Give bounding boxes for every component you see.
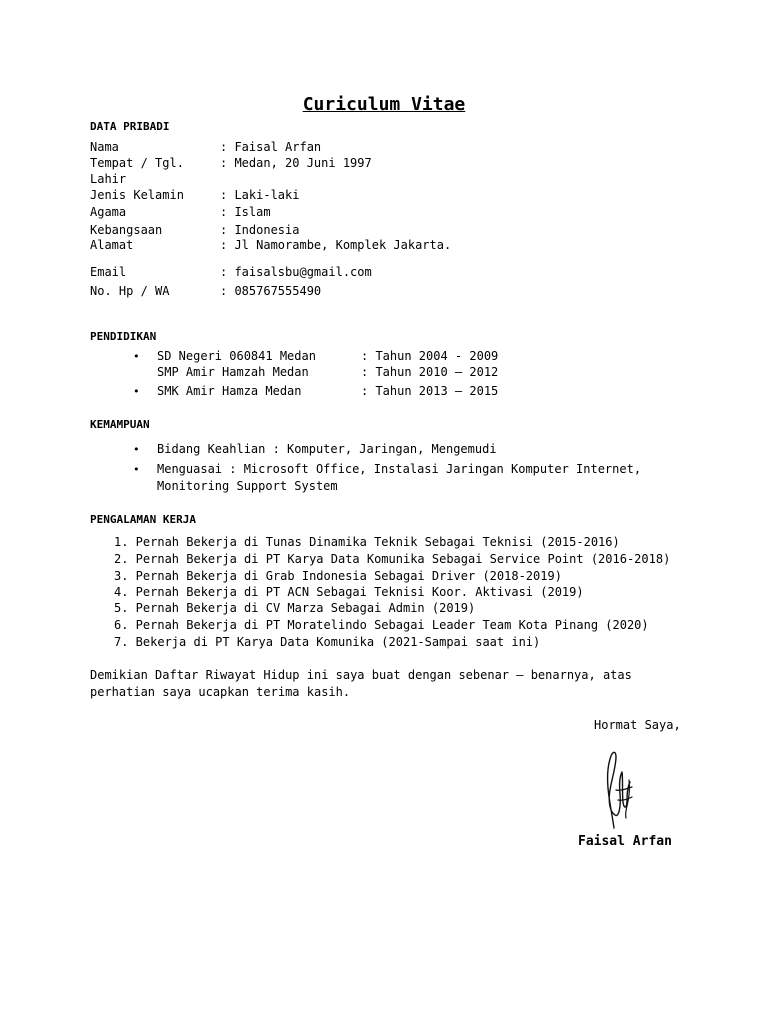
field-value-phone: : 085767555490 bbox=[220, 284, 322, 298]
experience-item: 4. Pernah Bekerja di PT ACN Sebagai Teknisi Koor. Aktivasi (2019) bbox=[114, 585, 584, 599]
section-heading-kemampuan: KEMAMPUAN bbox=[90, 418, 150, 431]
closing-statement-line1: Demikian Daftar Riwayat Hidup ini saya buat dengan sebenar – benarnya, atas bbox=[90, 668, 632, 682]
bullet-icon: • bbox=[133, 350, 140, 363]
page-title: Curiculum Vitae bbox=[302, 94, 466, 115]
closing-statement-line2: perhatian saya ucapkan terima kasih. bbox=[90, 685, 351, 699]
field-label-alamat: Alamat bbox=[90, 238, 134, 252]
education-school: SMP Amir Hamzah Medan bbox=[157, 365, 309, 379]
experience-item: 7. Bekerja di PT Karya Data Komunika (2021-Sampai saat ini) bbox=[114, 635, 541, 649]
experience-item: 2. Pernah Bekerja di PT Karya Data Komunika Sebagai Service Point (2016-2018) bbox=[114, 552, 671, 566]
education-year: : Tahun 2010 – 2012 bbox=[361, 365, 499, 379]
signature-image bbox=[596, 748, 642, 834]
experience-item: 5. Pernah Bekerja di CV Marza Sebagai Admin (2019) bbox=[114, 601, 476, 615]
field-value-nama: : Faisal Arfan bbox=[220, 140, 322, 154]
field-label-email: Email bbox=[90, 265, 127, 279]
signer-name: Faisal Arfan bbox=[578, 834, 672, 849]
education-school: SMK Amir Hamza Medan bbox=[157, 384, 302, 398]
skill-item: Menguasai : Microsoft Office, Instalasi Jaringan Komputer Internet, bbox=[157, 462, 642, 476]
field-value-email: : faisalsbu@gmail.com bbox=[220, 265, 372, 279]
field-label-tempat-tgl: Tempat / Tgl. bbox=[90, 156, 184, 170]
field-value-jenis-kelamin: : Laki-laki bbox=[220, 188, 300, 202]
education-school: SD Negeri 060841 Medan bbox=[157, 349, 316, 363]
field-label-agama: Agama bbox=[90, 205, 127, 219]
bullet-icon: • bbox=[133, 463, 140, 476]
field-value-kebangsaan: : Indonesia bbox=[220, 223, 300, 237]
section-heading-data-pribadi: DATA PRIBADI bbox=[90, 120, 170, 133]
field-label-lahir: Lahir bbox=[90, 172, 127, 186]
section-heading-pendidikan: PENDIDIKAN bbox=[90, 330, 157, 343]
education-year: : Tahun 2013 – 2015 bbox=[361, 384, 499, 398]
skill-item: Bidang Keahlian : Komputer, Jaringan, Mengemudi bbox=[157, 442, 497, 456]
experience-item: 3. Pernah Bekerja di Grab Indonesia Sebagai Driver (2018-2019) bbox=[114, 569, 562, 583]
bullet-icon: • bbox=[133, 385, 140, 398]
skill-item-continuation: Monitoring Support System bbox=[157, 479, 338, 493]
field-label-phone: No. Hp / WA bbox=[90, 284, 170, 298]
field-value-agama: : Islam bbox=[220, 205, 271, 219]
field-label-kebangsaan: Kebangsaan bbox=[90, 223, 163, 237]
field-label-nama: Nama bbox=[90, 140, 119, 154]
bullet-icon: • bbox=[133, 443, 140, 456]
regards-text: Hormat Saya, bbox=[594, 718, 681, 732]
experience-item: 6. Pernah Bekerja di PT Moratelindo Sebagai Leader Team Kota Pinang (2020) bbox=[114, 618, 649, 632]
field-label-jenis-kelamin: Jenis Kelamin bbox=[90, 188, 184, 202]
education-year: : Tahun 2004 - 2009 bbox=[361, 349, 499, 363]
experience-item: 1. Pernah Bekerja di Tunas Dinamika Teknik Sebagai Teknisi (2015-2016) bbox=[114, 535, 620, 549]
section-heading-pengalaman-kerja: PENGALAMAN KERJA bbox=[90, 513, 196, 526]
field-value-alamat: : Jl Namorambe, Komplek Jakarta. bbox=[220, 238, 452, 252]
field-value-tempat-tgl: : Medan, 20 Juni 1997 bbox=[220, 156, 372, 170]
